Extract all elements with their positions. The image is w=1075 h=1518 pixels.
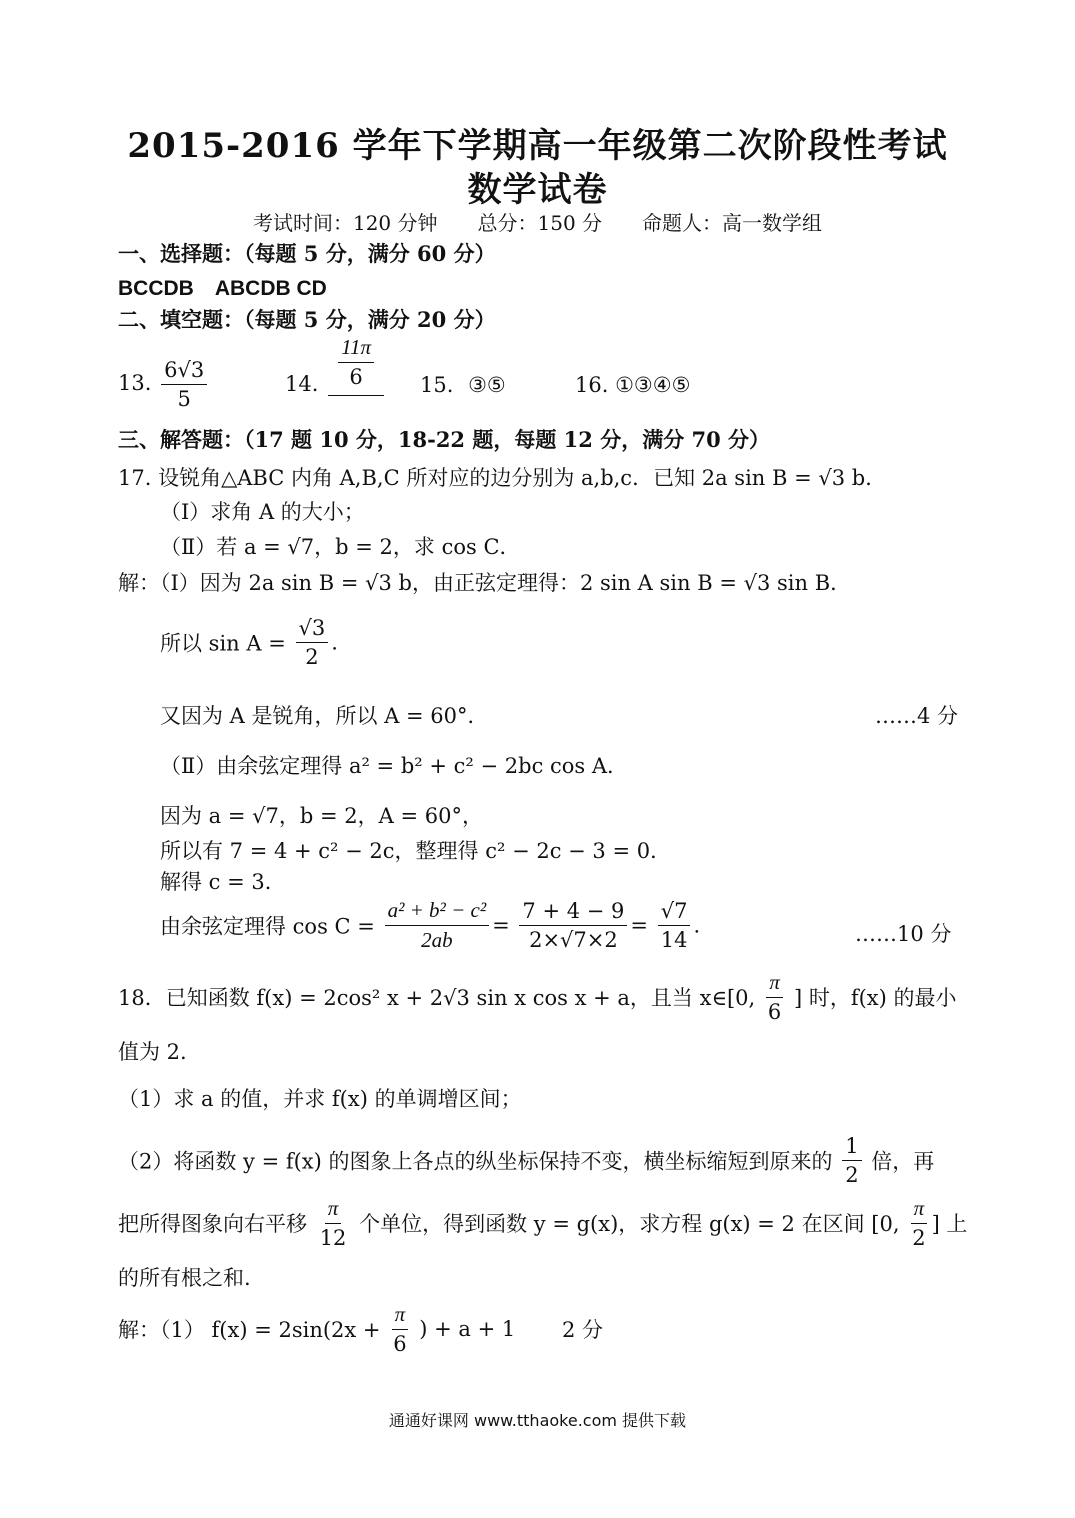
q15-value: ③⑤ <box>468 373 506 397</box>
q18-part2-text-d: 个单位，得到函数 y = g(x)，求方程 g(x) = 2 在区间 [0, <box>359 1212 900 1236</box>
q18-solution-fraction <box>390 1302 409 1356</box>
q14-fraction <box>328 335 384 396</box>
q18-part2-line1 <box>118 1134 934 1187</box>
q18-part2-pi12-denominator: 12 <box>319 1226 347 1250</box>
q13-numerator: 6√3 <box>161 358 207 385</box>
q18-solution-line1 <box>118 1302 603 1356</box>
q18-stem <box>118 970 957 1024</box>
q18-part2-text-e: ] 上 <box>931 1212 968 1236</box>
q13-fraction <box>161 358 207 411</box>
q17-score2: ……10 分 <box>855 922 952 946</box>
q14-numerator: 11π <box>338 335 374 363</box>
q17-part1: （Ⅰ）求角 A 的大小； <box>160 500 365 524</box>
q17-cosC-f1-denominator: 2ab <box>421 928 453 952</box>
q17-solution-line3: 又因为 A 是锐角，所以 A = 60°． <box>160 704 489 728</box>
q18-solution-score: 2 分 <box>561 1318 603 1342</box>
q15-answer <box>420 373 506 397</box>
q18-part2-text-b: 倍，再 <box>871 1149 935 1174</box>
q17-part2: （Ⅱ）若 a = √7，b = 2，求 cos C． <box>160 535 521 559</box>
q17-solution-line8: 由余弦定理得 cos C = $\frac{\text{a² + b² − c²}}{2ab}$ = $\frac{7 + 4 - 9}{2\times√7\times 2}$ = $\frac{√7}{14}$ . <box>160 898 701 952</box>
q17-score1: ……4 分 <box>875 704 959 728</box>
q18-stem-part-a: 18．已知函数 f(x) = 2cos² x + 2√3 sin x cos x + a，且当 x∈[0, <box>118 986 756 1010</box>
q17-cosC-fraction3 <box>658 899 691 952</box>
q14-label: 14. <box>285 372 319 396</box>
q18-solution-frac-numerator: π <box>392 1302 409 1330</box>
q17-cosC-f1-numerator: a² + b² − c² <box>385 898 490 926</box>
q17-solution-line5: 因为 a = √7，b = 2，A = 60°， <box>160 804 483 828</box>
exam-meta: 考试时间：120 分钟 总分：150 分 命题人：高一数学组 <box>252 211 823 235</box>
q17-stem: 17. 设锐角△ABC 内角 A,B,C 所对应的边分别为 a,b,c．已知 2a sin B = √3 b． <box>118 466 887 490</box>
q18-part2-line2 <box>118 1196 967 1250</box>
section1-heading: 一、选择题：（每题 5 分，满分 60 分） <box>118 241 496 266</box>
q17-solution-line2: 所以 sin A = $\frac{√3}{2}$ . <box>160 616 338 669</box>
q18-part2-half-denominator: 2 <box>845 1163 859 1187</box>
q18-stem-continued: 值为 2. <box>118 1040 187 1064</box>
exam-title: 2015-2016 学年下学期高一年级第二次阶段性考试 <box>127 126 948 166</box>
q14-denominator: 6 <box>349 365 363 389</box>
section1-answers: BCCDB ABCDB CD <box>118 277 327 300</box>
q18-stem-part-b: ] 时，f(x) 的最小 <box>793 986 957 1010</box>
q18-part2-fraction-pi2 <box>909 1196 928 1250</box>
q17-sinA-denominator: 2 <box>305 645 319 669</box>
q18-stem-fraction <box>765 970 784 1024</box>
q17-cosC-fraction2 <box>519 899 627 952</box>
q18-part2-half-numerator: 1 <box>842 1134 861 1161</box>
q18-stem-frac-numerator: π <box>766 970 783 998</box>
q17-solution-line6: 所以有 7 = 4 + c² − 2c，整理得 c² − 2c − 3 = 0． <box>160 839 672 863</box>
q17-cosC-f3-numerator: √7 <box>658 899 691 926</box>
q17-cosC-prefix: 由余弦定理得 cos C = <box>160 914 375 939</box>
q15-label: 15. <box>420 373 454 397</box>
q16-answer <box>575 373 690 397</box>
q17-cosC-f2-numerator: 7 + 4 − 9 <box>519 899 627 926</box>
q18-part1: （1）求 a 的值，并求 f(x) 的单调增区间； <box>118 1087 522 1111</box>
exam-subtitle: 数学试卷 <box>467 170 608 210</box>
q18-solution-text-b: ) + a + 1 <box>419 1317 516 1341</box>
q18-part2-text-c: 把所得图象向右平移 <box>118 1212 307 1236</box>
q18-part2-pi12-numerator: π <box>325 1196 342 1224</box>
q18-solution-text-a: 解：（1） f(x) = 2sin(2x + <box>118 1318 381 1342</box>
q18-part2-pi2-denominator: 2 <box>912 1226 926 1250</box>
q18-part2-line3: 的所有根之和. <box>118 1266 251 1290</box>
q17-sinA-numerator: √3 <box>296 616 329 643</box>
q17-solution-line7: 解得 c = 3． <box>160 870 286 894</box>
q13-denominator: 5 <box>177 387 191 411</box>
q18-stem-frac-denominator: 6 <box>767 1000 782 1024</box>
q18-part2-pi2-numerator: π <box>911 1196 928 1224</box>
q17-sinA-prefix: 所以 sin A = <box>160 631 286 656</box>
q16-label: 16. <box>575 373 609 397</box>
q17-cosC-f3-denominator: 14 <box>660 928 688 952</box>
q17-cosC-fraction1 <box>385 898 490 953</box>
footer-download-note: 通通好课网 www.tthaoke.com 提供下载 <box>388 1411 687 1430</box>
q17-cosC-f2-denominator: 2×√7×2 <box>529 928 618 952</box>
q14-answer <box>285 335 387 396</box>
section3-heading: 三、解答题：（17 题 10 分，18-22 题，每题 12 分，满分 70 分） <box>118 427 771 452</box>
q13-answer <box>118 358 210 411</box>
q13-label: 13. <box>118 371 152 395</box>
q18-part2-text-a: （2）将函数 y = f(x) 的图象上各点的纵坐标保持不变，横坐标缩短到原来的 <box>118 1149 833 1174</box>
q17-sinA-fraction <box>296 616 329 669</box>
q18-part2-fraction-pi12 <box>317 1196 350 1250</box>
q18-part2-fraction-half <box>842 1134 861 1187</box>
q17-solution-line4: （Ⅱ）由余弦定理得 a² = b² + c² − 2bc cos A． <box>160 754 629 778</box>
section2-heading: 二、填空题：（每题 5 分，满分 20 分） <box>118 307 496 332</box>
q17-solution-line1: 解：（Ⅰ）因为 2a sin B = √3 b，由正弦定理得：2 sin A sin B = √3 sin B． <box>118 571 852 595</box>
q18-solution-frac-denominator: 6 <box>393 1332 407 1356</box>
q16-value: ①③④⑤ <box>615 373 691 397</box>
